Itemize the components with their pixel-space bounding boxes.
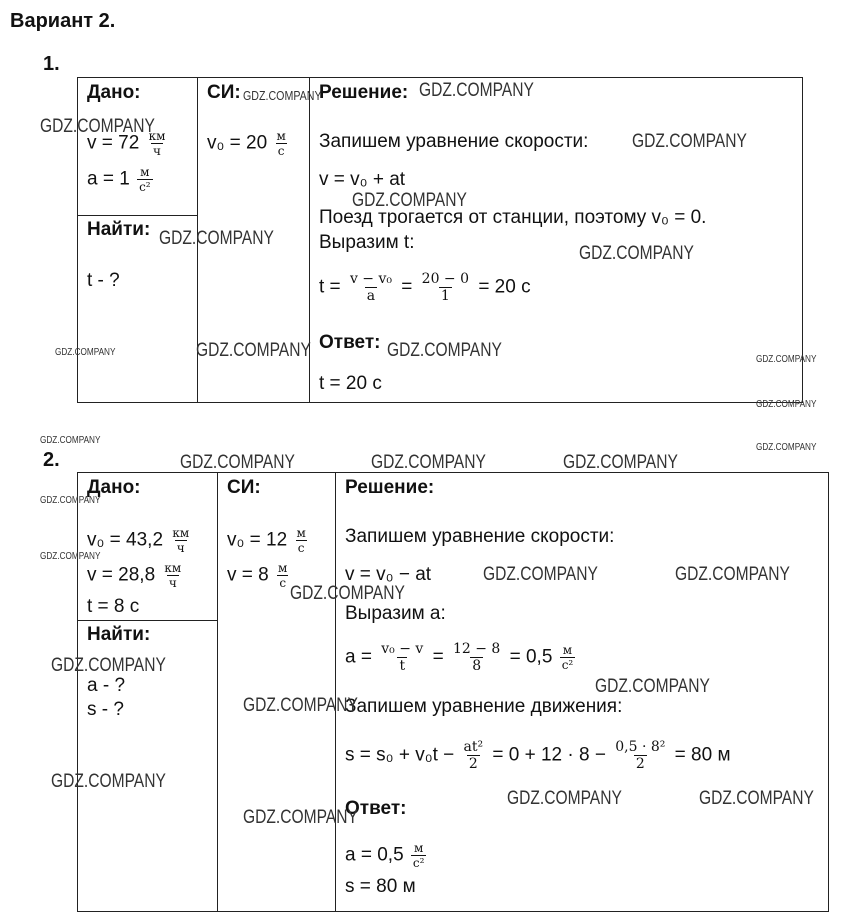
p2-answer-a: a = 0,5 $\frac{м}{\text{с²}}$ bbox=[345, 841, 425, 870]
p2-si-v: v = 8 $\frac{м}{с}$ bbox=[227, 561, 288, 590]
p1-line-3: Поезд трогается от станции, поэтому v₀ = 0. bbox=[319, 207, 707, 228]
watermark: GDZ.COMPANY bbox=[40, 551, 101, 562]
watermark: GDZ.COMPANY bbox=[387, 340, 502, 361]
p1-line-4: Выразим t: bbox=[319, 232, 415, 253]
watermark: GDZ.COMPANY bbox=[507, 788, 622, 809]
p2-find-s: s - ? bbox=[87, 699, 124, 720]
p2-otvet-heading: Ответ: bbox=[345, 798, 407, 819]
p2-given-t: t = 8 с bbox=[87, 596, 140, 617]
p2-given-v0: v₀ = 43,2 $\frac{км}{ч}$ bbox=[87, 526, 190, 555]
p2-find-a: a - ? bbox=[87, 675, 126, 696]
watermark: GDZ.COMPANY bbox=[180, 452, 295, 473]
watermark: GDZ.COMPANY bbox=[243, 807, 358, 828]
problem-1-number: 1. bbox=[43, 53, 60, 75]
watermark: GDZ.COMPANY bbox=[756, 399, 817, 410]
watermark: GDZ.COMPANY bbox=[159, 228, 274, 249]
watermark: GDZ.COMPANY bbox=[579, 243, 694, 264]
p1-resh-heading: Решение: bbox=[319, 82, 409, 103]
watermark: GDZ.COMPANY bbox=[40, 495, 101, 506]
watermark: GDZ.COMPANY bbox=[756, 354, 817, 365]
watermark: GDZ.COMPANY bbox=[51, 655, 166, 676]
p1-si-v0: v₀ = 20 $\frac{м}{с}$ bbox=[207, 129, 286, 158]
p2-dano-heading: Дано: bbox=[87, 477, 141, 498]
p2-s-formula: s = s₀ + v₀t − $\frac{\text{at²}}{2}$ = 0 + 12 · 8 − $\frac{\text{0,5 · 8²}}{2}$ = 80 м bbox=[345, 739, 731, 772]
problem-2-divider-1 bbox=[217, 472, 218, 912]
problem-2-number: 2. bbox=[43, 449, 60, 471]
watermark: GDZ.COMPANY bbox=[40, 435, 101, 446]
p1-naiti-heading: Найти: bbox=[87, 219, 151, 240]
watermark: GDZ.COMPANY bbox=[675, 564, 790, 585]
p1-find-t: t - ? bbox=[87, 270, 120, 291]
p2-naiti-heading: Найти: bbox=[87, 624, 151, 645]
watermark: GDZ.COMPANY bbox=[51, 771, 166, 792]
p2-si-v0: v₀ = 12 $\frac{м}{с}$ bbox=[227, 526, 306, 555]
watermark: GDZ.COMPANY bbox=[243, 88, 322, 103]
watermark: GDZ.COMPANY bbox=[290, 583, 405, 604]
problem-1-divider-h bbox=[77, 215, 198, 216]
p1-t-formula: t = $\frac{\text{v − v₀}}{a}$ = $\frac{20 - 0}{1}$ = 20 с bbox=[319, 271, 531, 304]
watermark: GDZ.COMPANY bbox=[595, 676, 710, 697]
p1-otvet-heading: Ответ: bbox=[319, 332, 381, 353]
p2-line-2: v = v₀ − at bbox=[345, 564, 432, 585]
p1-given-v: v = 72 $\frac{км}{ч}$ bbox=[87, 129, 166, 158]
watermark: GDZ.COMPANY bbox=[756, 442, 817, 453]
p1-line-1: Запишем уравнение скорости: bbox=[319, 131, 589, 152]
watermark: GDZ.COMPANY bbox=[632, 131, 747, 152]
p1-dano-heading: Дано: bbox=[87, 82, 141, 103]
p2-si-heading: СИ: bbox=[227, 477, 261, 498]
watermark: GDZ.COMPANY bbox=[243, 695, 358, 716]
watermark: GDZ.COMPANY bbox=[196, 340, 311, 361]
watermark: GDZ.COMPANY bbox=[563, 452, 678, 473]
page-title: Вариант 2. bbox=[10, 10, 116, 32]
p2-answer-s: s = 80 м bbox=[345, 876, 416, 897]
p1-si-heading: СИ: bbox=[207, 82, 241, 103]
p2-line-4: Запишем уравнение движения: bbox=[345, 696, 623, 717]
watermark: GDZ.COMPANY bbox=[483, 564, 598, 585]
p2-a-formula: a = $\frac{\text{v₀ − v}}{t}$ = $\frac{12 - 8}{8}$ = 0,5 $\frac{м}{\text{с²}}$ bbox=[345, 641, 574, 674]
problem-2-divider-2 bbox=[335, 472, 336, 912]
problem-2-divider-h bbox=[77, 620, 218, 621]
watermark: GDZ.COMPANY bbox=[419, 80, 534, 101]
p1-answer: t = 20 с bbox=[319, 373, 382, 394]
p2-resh-heading: Решение: bbox=[345, 477, 435, 498]
watermark: GDZ.COMPANY bbox=[699, 788, 814, 809]
watermark: GDZ.COMPANY bbox=[55, 347, 116, 358]
watermark: GDZ.COMPANY bbox=[352, 190, 467, 211]
p2-line-1: Запишем уравнение скорости: bbox=[345, 526, 615, 547]
watermark: GDZ.COMPANY bbox=[40, 116, 155, 137]
p1-given-a: a = 1 $\frac{м}{\text{с²}}$ bbox=[87, 165, 151, 194]
p2-given-v: v = 28,8 $\frac{км}{ч}$ bbox=[87, 561, 182, 590]
watermark: GDZ.COMPANY bbox=[371, 452, 486, 473]
p2-line-3: Выразим a: bbox=[345, 603, 446, 624]
p1-line-2: v = v₀ + at bbox=[319, 169, 406, 190]
